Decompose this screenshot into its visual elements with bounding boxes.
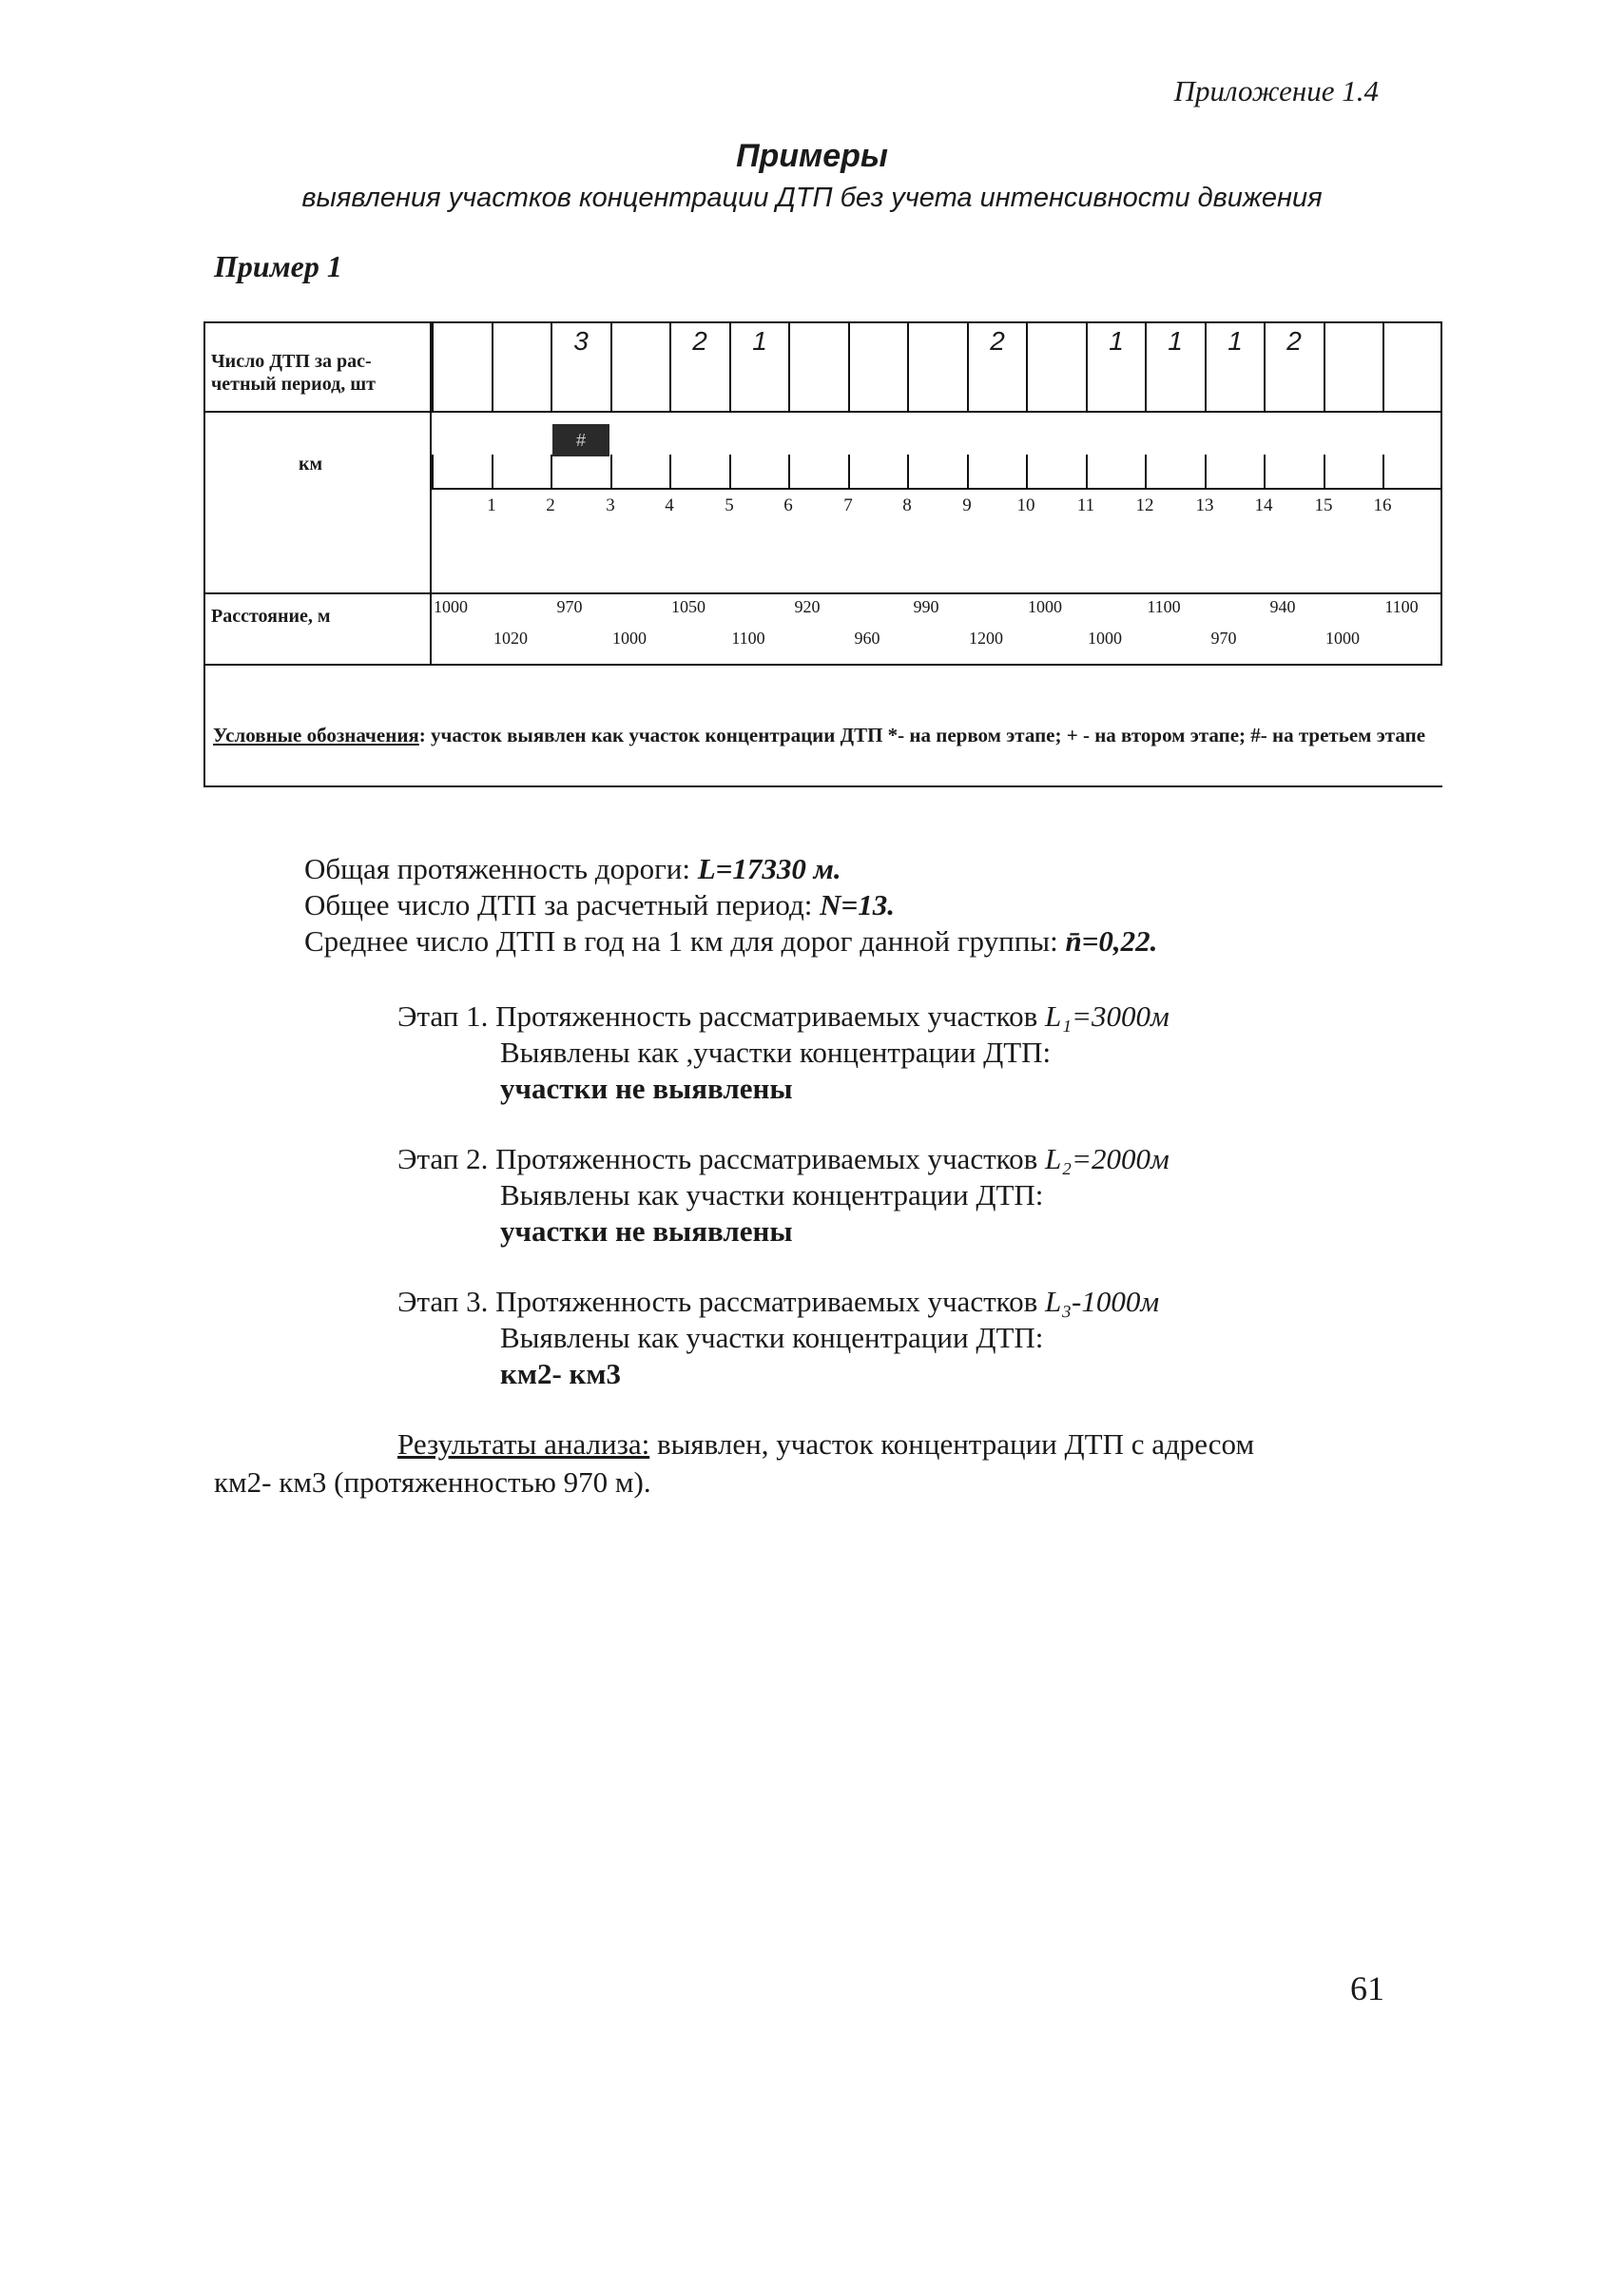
km-tick (788, 455, 790, 489)
page-number: 61 (1350, 1969, 1384, 2007)
row-label-km: км (299, 454, 323, 475)
example-label: Пример 1 (214, 249, 342, 283)
appendix-label: Приложение 1.4 (1173, 74, 1379, 107)
km-label: 3 (606, 495, 615, 515)
row-label-count: Число ДТП за рас-четный период, шт (211, 351, 376, 395)
stage-2: Этап 2. Протяженность рассматриваемых участков L₂=2000м Выявлены как участки концентрации ДТП: участки не выявлены (397, 1142, 1170, 1248)
km-tick (492, 455, 493, 489)
page-subtitle: выявления участков концентрации ДТП без учета интенсивности движения (301, 183, 1323, 213)
km-label: 4 (665, 495, 674, 515)
km-label: 5 (725, 495, 734, 515)
km-tick (729, 455, 731, 489)
distance-value: 1000 (1028, 597, 1062, 616)
result-line-1: Результаты анализа: выявлен, участок концентрации ДТП с адресом (397, 1427, 1255, 1461)
distance-value: 970 (556, 597, 583, 616)
km-tick (907, 455, 909, 489)
count-cell-divider (1086, 321, 1088, 411)
summary-length: Общая протяженность дороги: L=17330 м. (304, 852, 841, 885)
count-cell-divider (1145, 321, 1147, 411)
km-label: 10 (1016, 495, 1035, 515)
count-cell-divider (967, 321, 969, 411)
accident-count: 2 (1286, 326, 1302, 356)
distance-value: 1100 (1384, 597, 1419, 616)
legend (213, 721, 1430, 750)
count-cell-divider (551, 321, 552, 411)
km-tick (669, 455, 671, 489)
count-cell-divider (1264, 321, 1266, 411)
count-cell-divider (1026, 321, 1028, 411)
km-tick (1382, 455, 1384, 489)
distance-value: 1200 (969, 629, 1003, 648)
km-label: 7 (843, 495, 853, 515)
accident-count: 1 (1228, 326, 1243, 356)
accident-count: 2 (692, 326, 707, 356)
distance-value: 1020 (493, 629, 528, 648)
km-label: 13 (1195, 495, 1214, 515)
stage-3: Этап 3. Протяженность рассматриваемых участков L₃-1000м Выявлены как участки концентрации ДТП: км2- км3 (397, 1285, 1160, 1390)
count-cell-divider (610, 321, 612, 411)
accident-count: 1 (752, 326, 767, 356)
count-cell-divider (1205, 321, 1207, 411)
summary-average: Среднее число ДТП в год на 1 км для дорог данной группы: n̄=0,22. (304, 924, 1158, 958)
km-label: 8 (902, 495, 912, 515)
distance-value: 1000 (612, 629, 647, 648)
km-label: 12 (1135, 495, 1154, 515)
count-cell-divider (432, 321, 434, 411)
count-cell-divider (1324, 321, 1325, 411)
km-tick (967, 455, 969, 489)
legend-text: : участок выявлен как участок концентрации ДТП *- на первом этапе; + - на втором этапе; #- на третьем этапе (418, 724, 1426, 746)
km-tick (1026, 455, 1028, 489)
distance-value: 960 (854, 629, 880, 648)
distance-value: 940 (1269, 597, 1296, 616)
count-cell-divider (907, 321, 909, 411)
page-title: Примеры (736, 138, 888, 174)
km-label: 6 (783, 495, 793, 515)
summary-count: Общее число ДТП за расчетный период: N=13. (304, 888, 895, 921)
km-tick (551, 455, 552, 489)
accident-table (203, 321, 1442, 787)
accident-count: 3 (573, 326, 589, 356)
accident-count: 1 (1168, 326, 1183, 356)
km-label: 16 (1373, 495, 1392, 515)
accident-count: 1 (1109, 326, 1124, 356)
distance-value: 1000 (1325, 629, 1360, 648)
km-tick (1264, 455, 1266, 489)
count-cell-divider (492, 321, 493, 411)
km-label: 1 (487, 495, 496, 515)
row-label-distance: Расстояние, м (211, 606, 331, 627)
km-label: 11 (1076, 495, 1095, 515)
highlight-marker: # (575, 431, 586, 450)
result-line-2: км2- км3 (протяженностью 970 м). (214, 1465, 651, 1499)
km-label: 9 (962, 495, 972, 515)
distance-value: 920 (794, 597, 821, 616)
km-label: 15 (1314, 495, 1333, 515)
km-tick (1145, 455, 1147, 489)
distance-value: 1000 (434, 597, 468, 616)
distance-value: 1100 (731, 629, 765, 648)
accident-count: 2 (990, 326, 1005, 356)
km-tick (610, 455, 612, 489)
count-cell-divider (1382, 321, 1384, 411)
distance-value: 990 (913, 597, 939, 616)
km-tick (432, 455, 434, 489)
stage-1: Этап 1. Протяженность рассматриваемых участков L₁=3000м Выявлены как ,участки концентрации ДТП: участки не выявлены (397, 999, 1170, 1105)
count-cell-divider (788, 321, 790, 411)
km-tick (1086, 455, 1088, 489)
km-tick (848, 455, 850, 489)
distance-value: 1100 (1147, 597, 1181, 616)
km-label: 14 (1254, 495, 1273, 515)
distance-value: 970 (1210, 629, 1237, 648)
distance-value: 1050 (671, 597, 706, 616)
km-tick (1324, 455, 1325, 489)
km-tick (1205, 455, 1207, 489)
count-cell-divider (669, 321, 671, 411)
count-cell-divider (848, 321, 850, 411)
distance-value: 1000 (1088, 629, 1122, 648)
count-cell-divider (729, 321, 731, 411)
km-label: 2 (546, 495, 555, 515)
legend-title: Условные обозначения (213, 724, 419, 746)
